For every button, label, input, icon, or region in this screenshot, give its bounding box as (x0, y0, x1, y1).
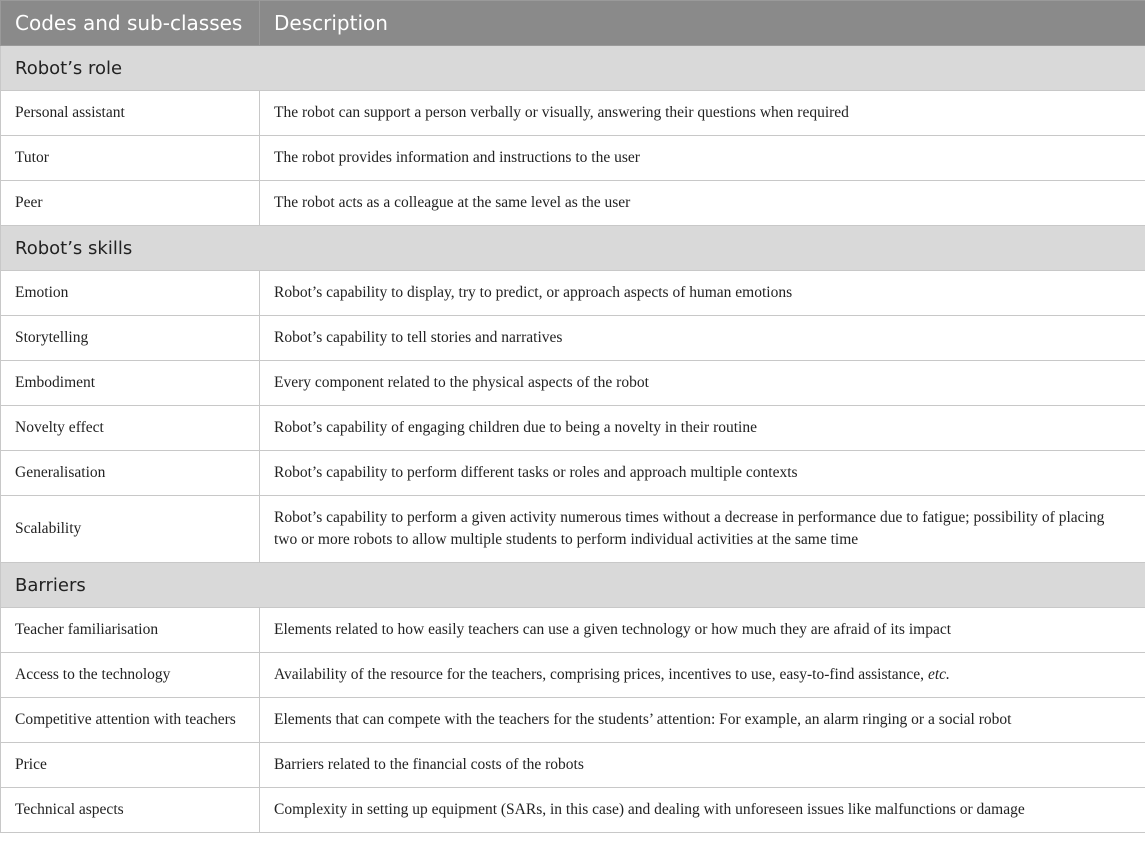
table-row (1, 181, 1145, 226)
table-row (1, 91, 1145, 136)
description-cell: The robot acts as a colleague at the same level as the user (260, 181, 1145, 226)
description-cell (260, 653, 1145, 698)
description-cell: The robot can support a person verbally or visually, answering their questions when required (260, 91, 1145, 136)
table-row (1, 496, 1145, 563)
table-row (1, 406, 1145, 451)
table-row (1, 136, 1145, 181)
header-description: Description (260, 1, 1145, 46)
code-cell: Access to the technology (1, 653, 260, 698)
table-row (1, 271, 1145, 316)
description-cell: Robot’s capability to display, try to predict, or approach aspects of human emotions (260, 271, 1145, 316)
section-robots-skills (1, 226, 1145, 271)
description-italic: etc. (927, 666, 950, 683)
code-cell: Competitive attention with teachers (1, 698, 260, 743)
code-cell: Price (1, 743, 260, 788)
description-cell: Robot’s capability of engaging children due to being a novelty in their routine (260, 406, 1145, 451)
header-codes: Codes and sub-classes (1, 1, 260, 46)
code-cell: Storytelling (1, 316, 260, 361)
description-cell: Robot’s capability to perform a given activity numerous times without a decrease in performance due to fatigue; possibility of placing two or more robots to allow multiple students to perform individual activities at the same time (260, 496, 1145, 563)
code-cell: Embodiment (1, 361, 260, 406)
code-cell: Scalability (1, 496, 260, 563)
description-cell: Elements related to how easily teachers can use a given technology or how much they are afraid of its impact (260, 608, 1145, 653)
code-cell: Peer (1, 181, 260, 226)
description-cell: Elements that can compete with the teachers for the students’ attention: For example, an alarm ringing or a social robot (260, 698, 1145, 743)
table-row (1, 653, 1145, 698)
section-title: Robot’s role (1, 46, 1145, 91)
code-cell: Novelty effect (1, 406, 260, 451)
section-barriers (1, 563, 1145, 608)
table-row (1, 316, 1145, 361)
description-cell: The robot provides information and instructions to the user (260, 136, 1145, 181)
table-row (1, 743, 1145, 788)
code-cell: Tutor (1, 136, 260, 181)
code-cell: Personal assistant (1, 91, 260, 136)
description-cell: Robot’s capability to perform different tasks or roles and approach multiple contexts (260, 451, 1145, 496)
section-title: Barriers (1, 563, 1145, 608)
code-cell: Teacher familiarisation (1, 608, 260, 653)
table-row (1, 361, 1145, 406)
table-row (1, 608, 1145, 653)
table-row (1, 451, 1145, 496)
description-cell: Every component related to the physical aspects of the robot (260, 361, 1145, 406)
code-cell: Technical aspects (1, 788, 260, 833)
section-robots-role (1, 46, 1145, 91)
description-text: Availability of the resource for the teachers, comprising prices, incentives to use, easy-to-find assistance, (274, 666, 925, 683)
description-cell: Robot’s capability to tell stories and narratives (260, 316, 1145, 361)
description-cell: Complexity in setting up equipment (SARs, in this case) and dealing with unforeseen issues like malfunctions or damage (260, 788, 1145, 833)
description-cell: Barriers related to the financial costs of the robots (260, 743, 1145, 788)
header-row (1, 1, 1145, 46)
code-cell: Generalisation (1, 451, 260, 496)
table-row (1, 698, 1145, 743)
table-row (1, 788, 1145, 833)
code-cell: Emotion (1, 271, 260, 316)
section-title: Robot’s skills (1, 226, 1145, 271)
